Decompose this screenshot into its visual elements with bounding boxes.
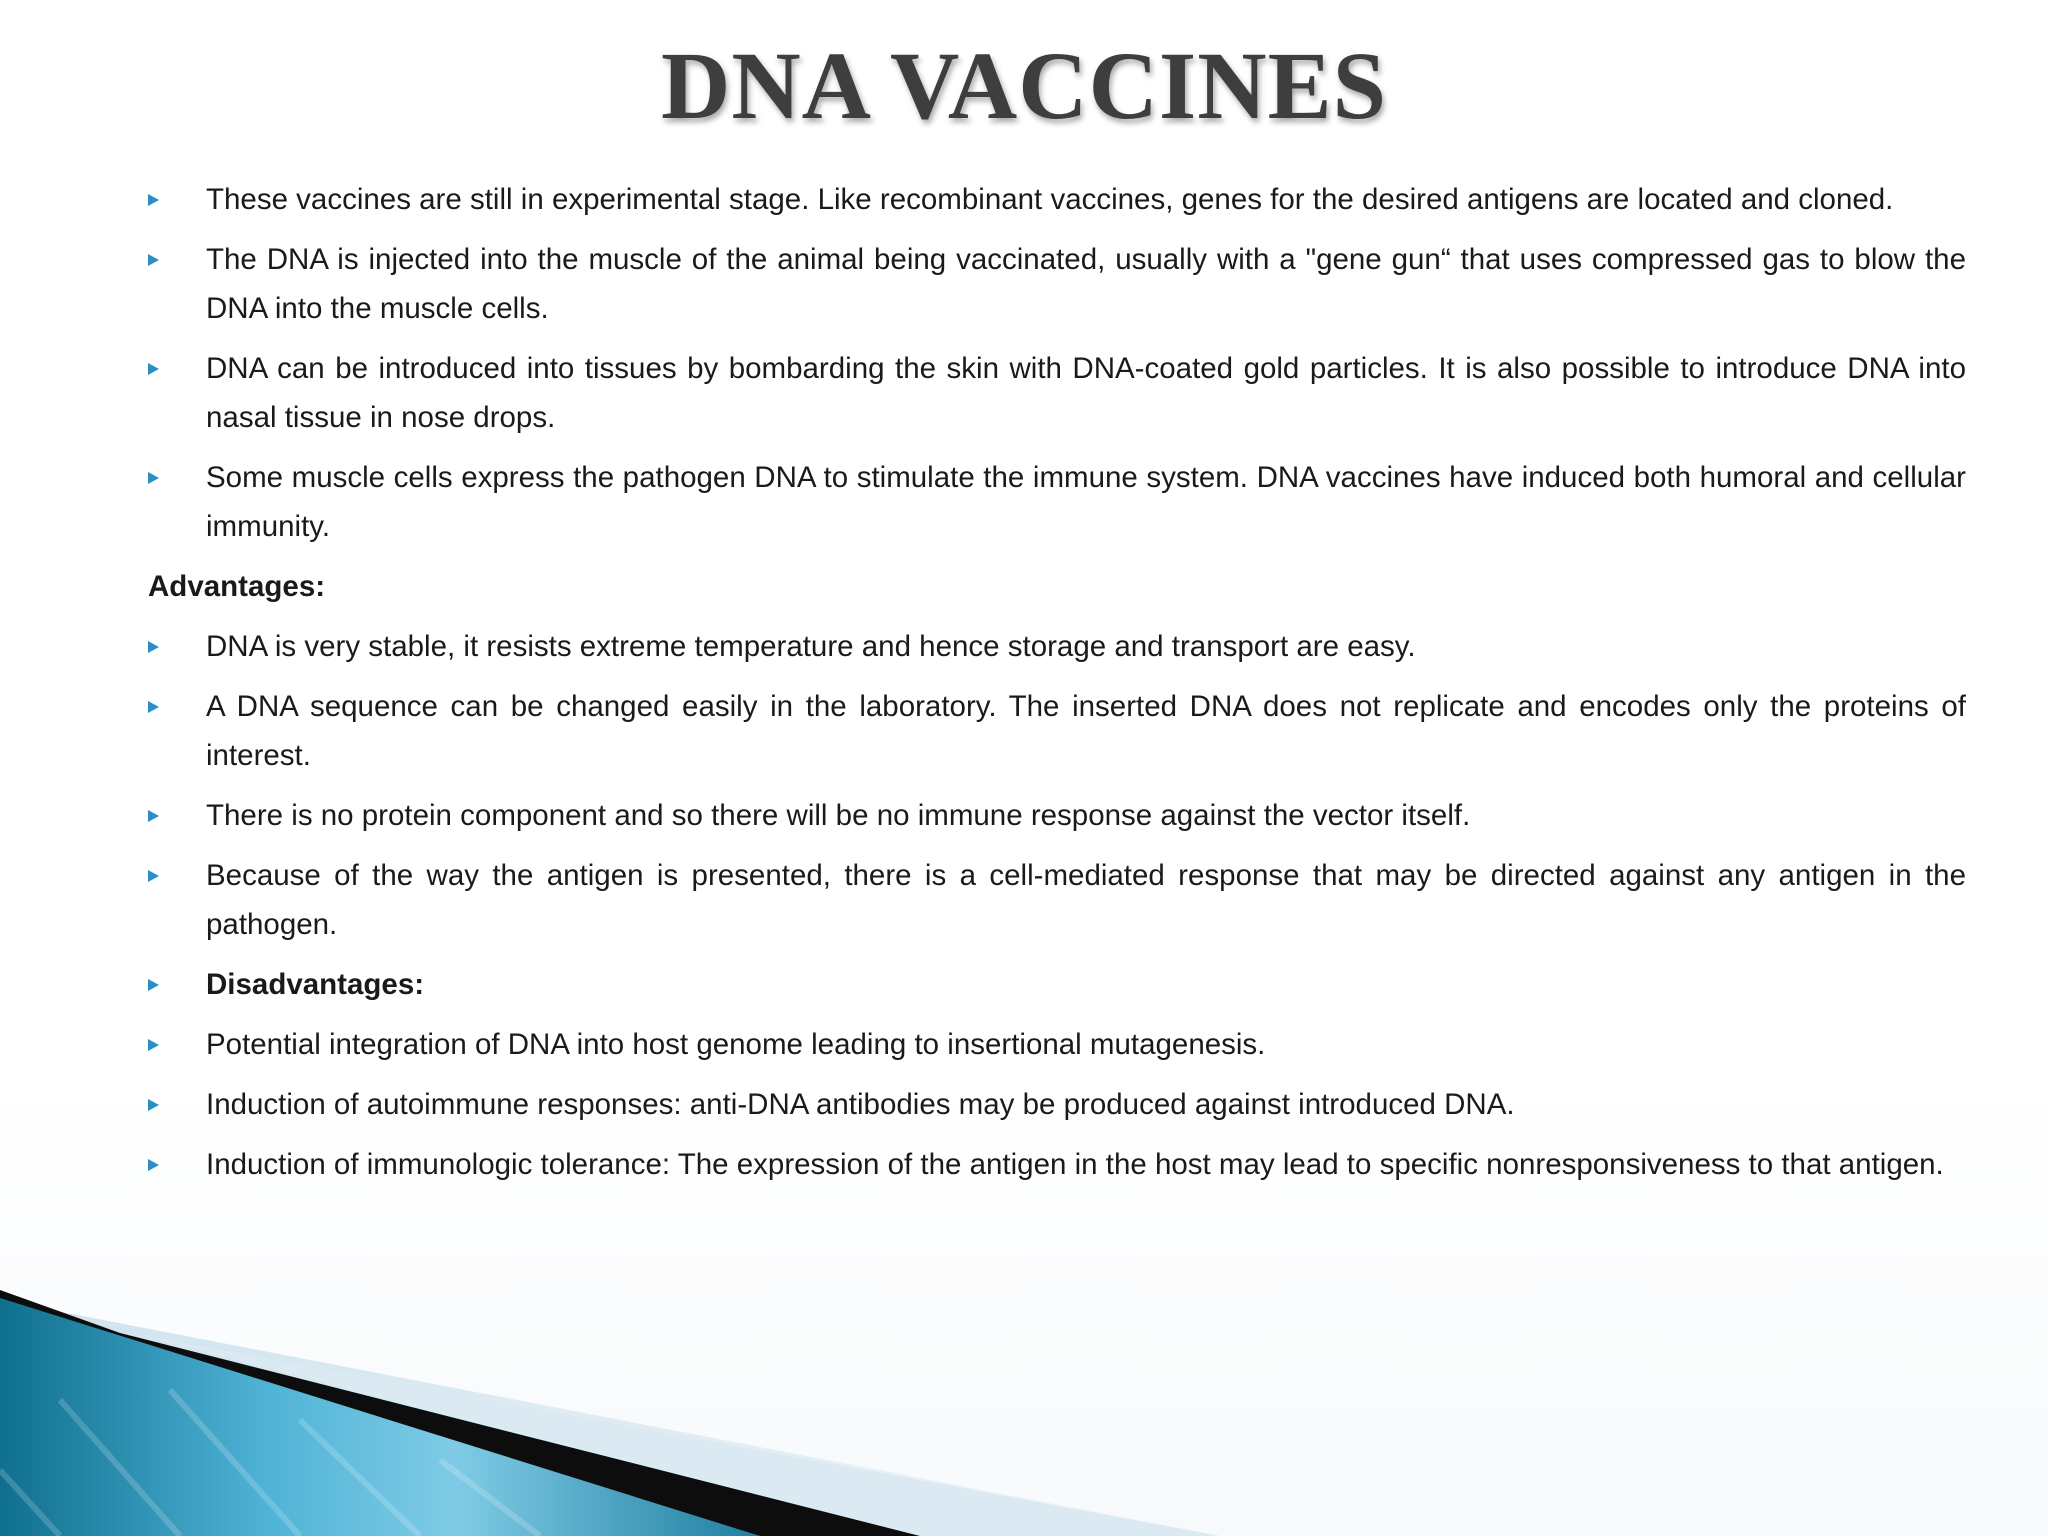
bullet-arrow-icon xyxy=(148,641,159,653)
black-stripe xyxy=(0,1290,920,1536)
bullet-arrow-icon xyxy=(148,979,159,991)
light-band-top xyxy=(140,1335,1220,1536)
bullet-text: Potential integration of DNA into host genome leading to insertional mutagenesis. xyxy=(206,1028,1266,1061)
bullet-arrow-icon xyxy=(148,254,159,266)
advantage-item xyxy=(146,791,1966,840)
advantages-heading: Advantages: xyxy=(148,570,326,603)
bullet-item xyxy=(146,235,1966,333)
bullet-arrow-icon xyxy=(148,194,159,206)
bullet-arrow-icon xyxy=(148,363,159,375)
bullet-arrow-icon xyxy=(148,810,159,822)
bullet-arrow-icon xyxy=(148,1159,159,1171)
bullet-arrow-icon xyxy=(148,1039,159,1051)
disadvantage-item xyxy=(146,1140,1966,1189)
bullet-text: Induction of autoimmune responses: anti-DNA antibodies may be produced against introduced DNA. xyxy=(206,1088,1515,1121)
bullet-arrow-icon xyxy=(148,472,159,484)
bullet-text: Some muscle cells express the pathogen DNA to stimulate the immune system. DNA vaccines have induced both humoral and cellular immunity. xyxy=(206,461,1966,543)
bullet-arrow-icon xyxy=(148,701,159,713)
bullet-item xyxy=(146,344,1966,442)
advantage-item xyxy=(146,851,1966,949)
disadvantage-item xyxy=(146,1080,1966,1129)
bullet-text: These vaccines are still in experimental stage. Like recombinant vaccines, genes for the desired antigens are located and cloned. xyxy=(206,183,1894,216)
bullet-item xyxy=(146,453,1966,551)
bullet-text: Induction of immunologic tolerance: The expression of the antigen in the host may lead to specific nonresponsiveness to that antigen. xyxy=(206,1148,1944,1181)
light-blue-band xyxy=(0,1300,1220,1536)
bullet-item xyxy=(146,175,1966,224)
bullet-text: DNA can be introduced into tissues by bombarding the skin with DNA-coated gold particles. It is also possible to introduce DNA into nasal tissue in nose drops. xyxy=(206,352,1966,434)
disadvantage-item xyxy=(146,1020,1966,1069)
bullet-text: The DNA is injected into the muscle of the animal being vaccinated, usually with a "gene gun“ that uses compressed gas to blow the DNA into the muscle cells. xyxy=(206,243,1966,325)
bullet-arrow-icon xyxy=(148,870,159,882)
disadvantages-heading-item xyxy=(146,960,1966,1009)
bullet-text: DNA is very stable, it resists extreme temperature and hence storage and transport are easy. xyxy=(206,630,1416,663)
slide-title: DNA VACCINES xyxy=(661,32,1387,139)
slide-content xyxy=(146,175,1966,1200)
bullet-text: There is no protein component and so there will be no immune response against the vector itself. xyxy=(206,799,1471,832)
bullet-text: Because of the way the antigen is presented, there is a cell-mediated response that may be directed against any antigen in the pathogen. xyxy=(206,859,1966,941)
advantage-item xyxy=(146,622,1966,671)
disadvantages-heading: Disadvantages: xyxy=(206,968,425,1001)
teal-wedge xyxy=(0,1298,760,1536)
bullet-arrow-icon xyxy=(148,1099,159,1111)
bullet-text: A DNA sequence can be changed easily in the laboratory. The inserted DNA does not replicate and encodes only the proteins of interest. xyxy=(206,690,1966,772)
advantage-item xyxy=(146,682,1966,780)
